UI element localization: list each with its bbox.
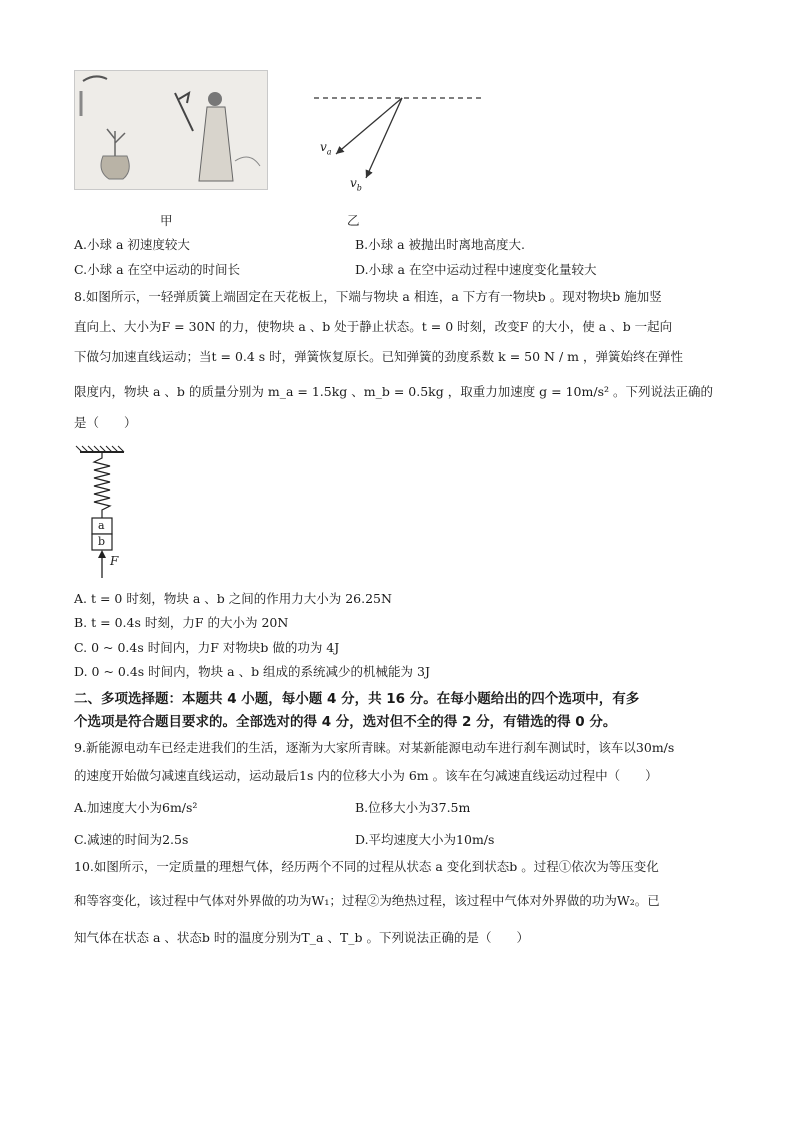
q7-option-d: D.小球 a 在空中运动过程中速度变化量较大 bbox=[355, 262, 597, 277]
force-f-label: F bbox=[110, 554, 119, 568]
q10-stem-line2: 和等容变化，该过程中气体对外界做的功为W₁；过程②为绝热过程，该过程中气体对外界做的功为W₂。已 bbox=[74, 893, 660, 908]
label-va: $v_a$ bbox=[320, 140, 332, 157]
q7-option-c: C.小球 a 在空中运动的时间长 bbox=[74, 262, 240, 277]
q8-stem-line5: 是（ ） bbox=[74, 415, 137, 430]
force-arrow bbox=[98, 550, 106, 558]
vector-va-arrow bbox=[336, 98, 402, 154]
ancient-painting-illustration bbox=[75, 71, 267, 189]
q7-option-b: B.小球 a 被抛出时离地高度大. bbox=[355, 237, 526, 252]
label-vb: $v_b$ bbox=[350, 176, 362, 193]
q8-option-c: C. 0 ~ 0.4s 时间内，力F 对物块b 做的功为 4J bbox=[74, 640, 340, 655]
q9-option-c: C.减速的时间为2.5s bbox=[74, 832, 189, 847]
q9-option-a: A.加速度大小为6m/s² bbox=[74, 800, 198, 815]
q9-option-b: B.位移大小为37.5m bbox=[355, 800, 471, 815]
section-2-heading-line1: 二、多项选择题：本题共 4 小题，每小题 4 分，共 16 分。在每小题给出的四个选项中，有多 bbox=[74, 691, 640, 707]
q8-stem-line4: 限度内，物块 a 、b 的质量分别为 m_a = 1.5kg 、m_b = 0.5kg ，取重力加速度 g = 10m/s² 。下列说法正确的 bbox=[74, 384, 713, 399]
q9-stem-line1: 9.新能源电动车已经走进我们的生活，逐渐为大家所青睐。对某新能源电动车进行刹车测试时，该车以30m/s bbox=[74, 740, 675, 755]
q8-stem-line2: 直向上、大小为F = 30N 的力，使物块 a 、b 处于静止状态。t = 0 时刻，改变F 的大小，使 a 、b 一起向 bbox=[74, 319, 673, 334]
section-2-heading-line2: 个选项是符合题目要求的。全部选对的得 4 分，选对但不全的得 2 分，有错选的得 0 分。 bbox=[74, 714, 617, 730]
q8-option-a: A. t = 0 时刻，物块 a 、b 之间的作用力大小为 26.25N bbox=[74, 591, 392, 606]
q8-stem-line1: 8.如图所示，一轻弹质簧上端固定在天花板上，下端与物块 a 相连，a 下方有一物块b 。现对物块b 施加竖 bbox=[74, 289, 662, 304]
q9-option-d: D.平均速度大小为10m/s bbox=[355, 832, 495, 847]
q8-option-b: B. t = 0.4s 时刻，力F 的大小为 20N bbox=[74, 615, 289, 630]
q7-option-a: A.小球 a 初速度较大 bbox=[74, 237, 190, 252]
spring bbox=[94, 452, 110, 518]
q10-stem-line1: 10.如图所示，一定质量的理想气体，经历两个不同的过程从状态 a 变化到状态b 。过程①依次为等压变化 bbox=[74, 859, 659, 874]
vector-vb-arrow bbox=[366, 98, 402, 178]
q9-stem-line2: 的速度开始做匀减速直线运动，运动最后1s 内的位移大小为 6m 。该车在匀减速直线运动过程中（ ） bbox=[74, 768, 658, 783]
q10-stem-line3: 知气体在状态 a 、状态b 时的温度分别为T_a 、T_b 。下列说法正确的是（ ） bbox=[74, 930, 529, 945]
figure-yi-caption: 乙 bbox=[347, 213, 360, 228]
figure-jia-caption: 甲 bbox=[160, 213, 173, 228]
q8-stem-line3: 下做匀加速直线运动；当t = 0.4 s 时，弹簧恢复原长。已知弹簧的劲度系数 k = 50 N / m ，弹簧始终在弹性 bbox=[74, 349, 683, 364]
figure-jia-photo bbox=[74, 70, 268, 190]
q8-spring-figure bbox=[74, 444, 134, 582]
q8-option-d: D. 0 ~ 0.4s 时间内，物块 a 、b 组成的系统减少的机械能为 3J bbox=[74, 664, 430, 679]
block-a-label: a bbox=[98, 519, 105, 532]
figure-yi-vectors bbox=[306, 82, 492, 198]
block-b-label: b bbox=[98, 535, 106, 548]
